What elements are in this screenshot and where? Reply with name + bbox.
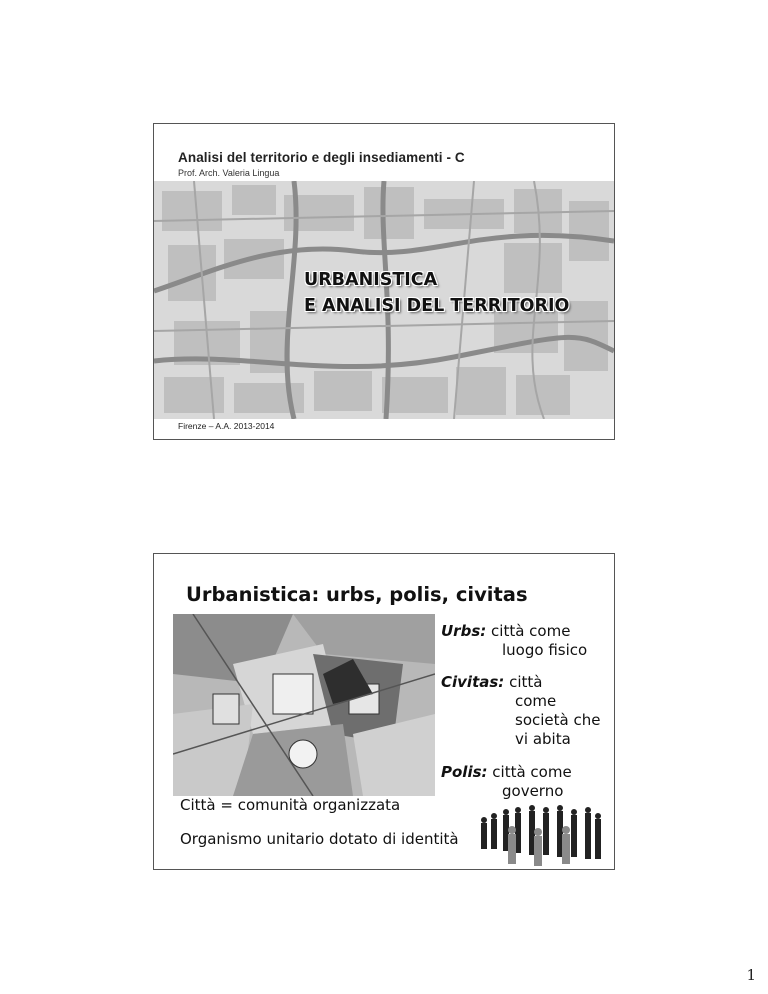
civitas-line-2: come (515, 692, 557, 710)
slide2-title: Urbanistica: urbs, polis, civitas (186, 583, 528, 606)
urbs-line-2: luogo fisico (502, 641, 588, 659)
community-line: Città = comunità organizzata (180, 796, 401, 814)
page-number: 1 (746, 966, 756, 984)
slide1-title: Analisi del territorio e degli insediamenti - C (178, 150, 465, 165)
civitas-line-3: società che (515, 711, 601, 729)
polis-line-1: città come (492, 763, 572, 781)
definition-civitas (441, 673, 600, 749)
urbs-line-1: città come (491, 622, 571, 640)
crowd-image (476, 802, 606, 866)
polis-line-2: governo (502, 782, 564, 800)
slide1-footer: Firenze – A.A. 2013-2014 (178, 421, 275, 431)
civitas-line-4: vi abita (515, 730, 571, 748)
term-urbs: Urbs: (441, 622, 487, 640)
term-polis: Polis: (441, 763, 488, 781)
slide1-heading-line1: URBANISTICA (304, 270, 438, 290)
slide-1 (153, 123, 615, 440)
civitas-line-1: città (509, 673, 543, 691)
slide1-heading-line2: E ANALISI DEL TERRITORIO (304, 296, 570, 316)
slide1-subtitle: Prof. Arch. Valeria Lingua (178, 168, 280, 178)
abstract-city-painting (173, 614, 435, 796)
definition-urbs (441, 622, 587, 660)
organism-line: Organismo unitario dotato di identità (180, 830, 459, 848)
term-civitas: Civitas: (441, 673, 505, 691)
slide-2 (153, 553, 615, 870)
definition-polis (441, 763, 572, 801)
